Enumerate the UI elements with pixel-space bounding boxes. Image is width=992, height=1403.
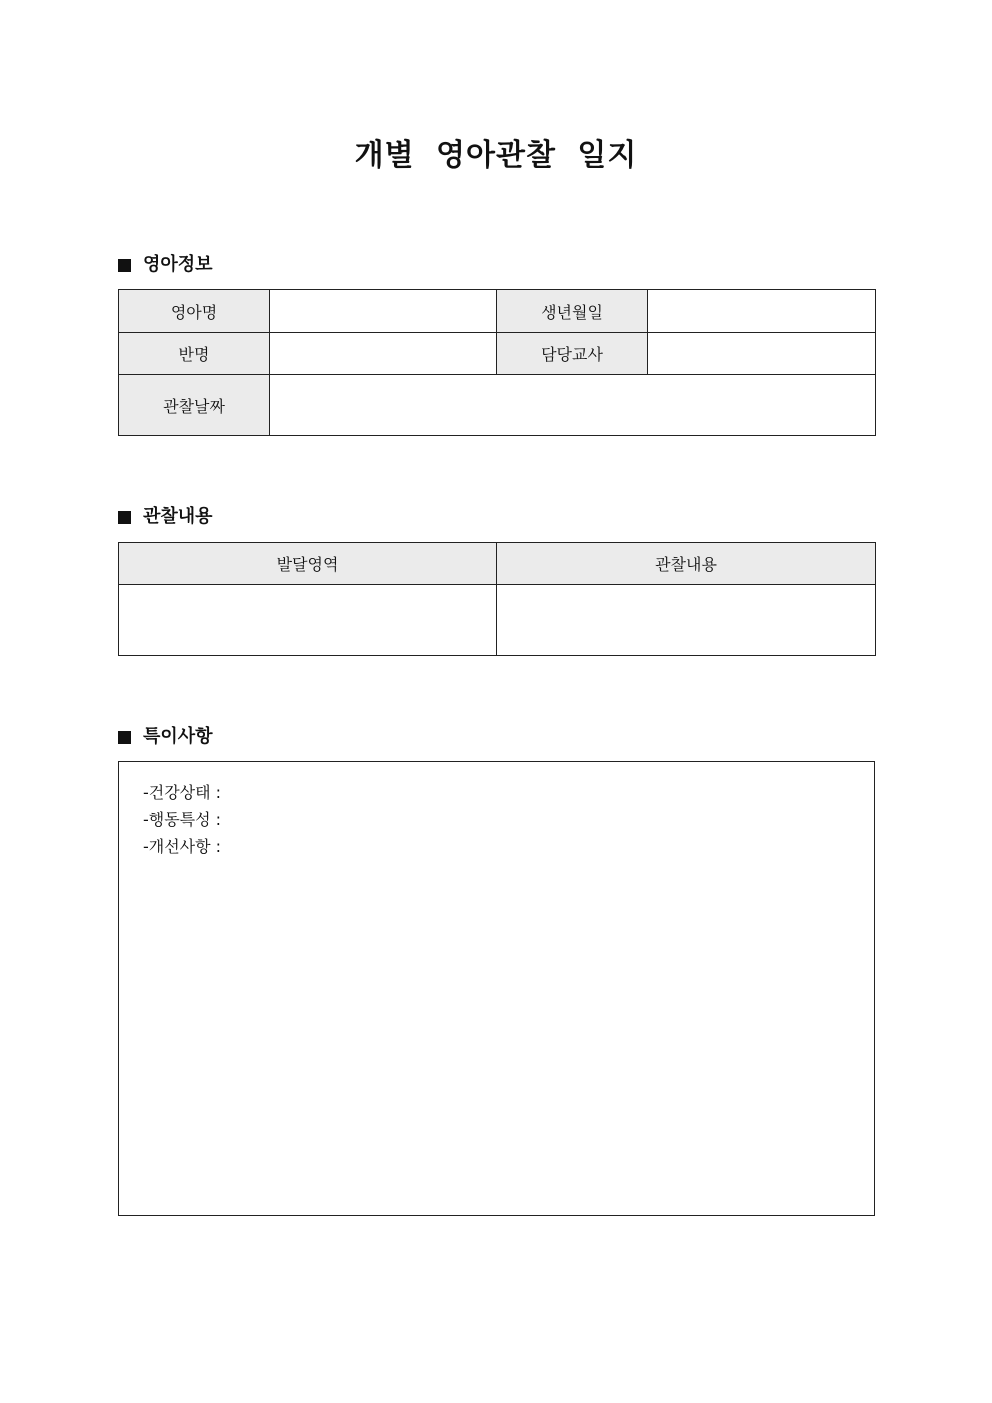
table-row xyxy=(119,333,876,375)
observation-content-field[interactable] xyxy=(497,585,876,656)
infant-info-table xyxy=(118,289,876,436)
page-title: 개별 영아관찰 일지 xyxy=(354,138,638,173)
birthdate-label: 생년월일 xyxy=(497,290,648,333)
infant-name-label: 영아명 xyxy=(119,290,270,333)
observation-content-header: 관찰내용 xyxy=(497,543,876,585)
health-status-line: -건강상태 : xyxy=(143,783,222,802)
class-name-label: 반명 xyxy=(119,333,270,375)
section-heading-notes xyxy=(118,725,213,749)
section-heading-label: 영아정보 xyxy=(143,254,213,275)
observation-table xyxy=(118,542,876,656)
section-heading-label: 관찰내용 xyxy=(143,506,213,527)
square-bullet-icon xyxy=(118,259,131,272)
infant-name-field[interactable] xyxy=(270,290,497,333)
birthdate-field[interactable] xyxy=(648,290,876,333)
table-row xyxy=(119,290,876,333)
class-name-field[interactable] xyxy=(270,333,497,375)
teacher-field[interactable] xyxy=(648,333,876,375)
section-heading-observation xyxy=(118,505,213,529)
improvements-line: -개선사항 : xyxy=(143,837,222,856)
special-notes-box[interactable] xyxy=(118,761,875,1216)
square-bullet-icon xyxy=(118,511,131,524)
teacher-label: 담당교사 xyxy=(497,333,648,375)
table-header-row xyxy=(119,543,876,585)
table-row xyxy=(119,375,876,436)
table-row xyxy=(119,585,876,656)
observation-date-field[interactable] xyxy=(270,375,876,436)
development-area-field[interactable] xyxy=(119,585,497,656)
square-bullet-icon xyxy=(118,731,131,744)
section-heading-infant-info xyxy=(118,253,213,277)
observation-date-label: 관찰날짜 xyxy=(119,375,270,436)
development-area-header: 발달영역 xyxy=(119,543,497,585)
section-heading-label: 특이사항 xyxy=(143,726,213,747)
behavior-traits-line: -행동특성 : xyxy=(143,810,222,829)
